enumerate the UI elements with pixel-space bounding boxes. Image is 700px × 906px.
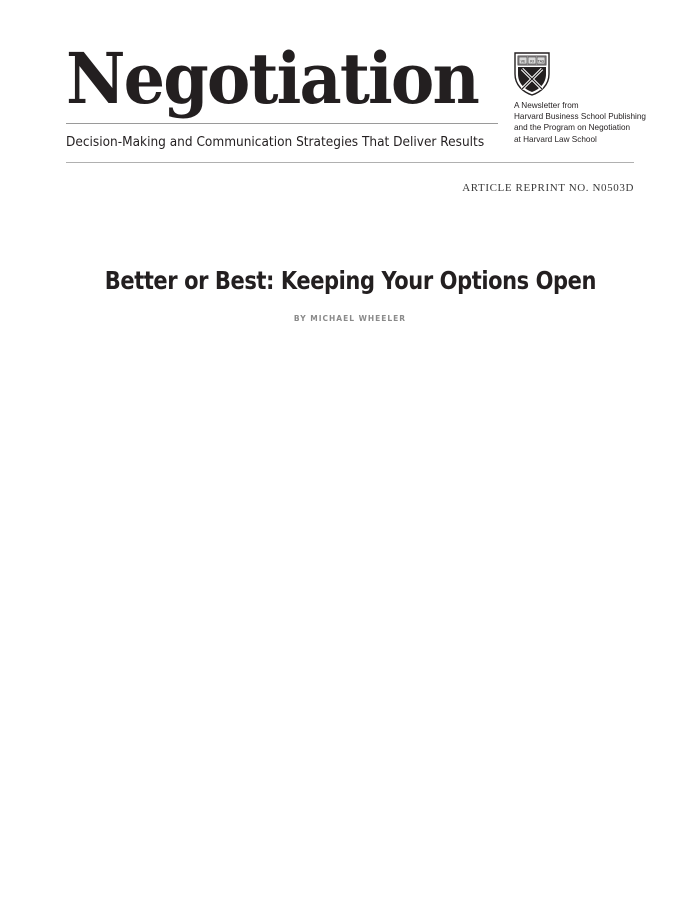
masthead-title: Negotiation: [66, 37, 478, 120]
article-title: [0, 264, 700, 298]
header-divider: [66, 162, 634, 163]
article-byline: BY MICHAEL WHEELER: [293, 314, 407, 323]
publisher-info: [514, 100, 644, 145]
reprint-number: ARTICLE REPRINT NO. N0503D: [462, 182, 634, 194]
publisher-line: Harvard Business School Publishing: [514, 112, 646, 122]
harvard-shield-icon: [514, 52, 550, 96]
publisher-line: and the Program on Negotiation: [514, 123, 631, 133]
shield-text-tas: TAS: [537, 59, 545, 64]
article-title-text: Better or Best: Keeping Your Options Open: [104, 266, 596, 295]
masthead-subtitle: Decision-Making and Communication Strategies That Deliver Results: [66, 134, 485, 150]
shield-text-ve: VE: [520, 59, 526, 64]
publisher-line: A Newsletter from: [514, 101, 579, 110]
publisher-line: at Harvard Law School: [514, 134, 597, 144]
masthead-divider: [66, 123, 498, 124]
shield-text-ri: RI: [530, 59, 534, 64]
